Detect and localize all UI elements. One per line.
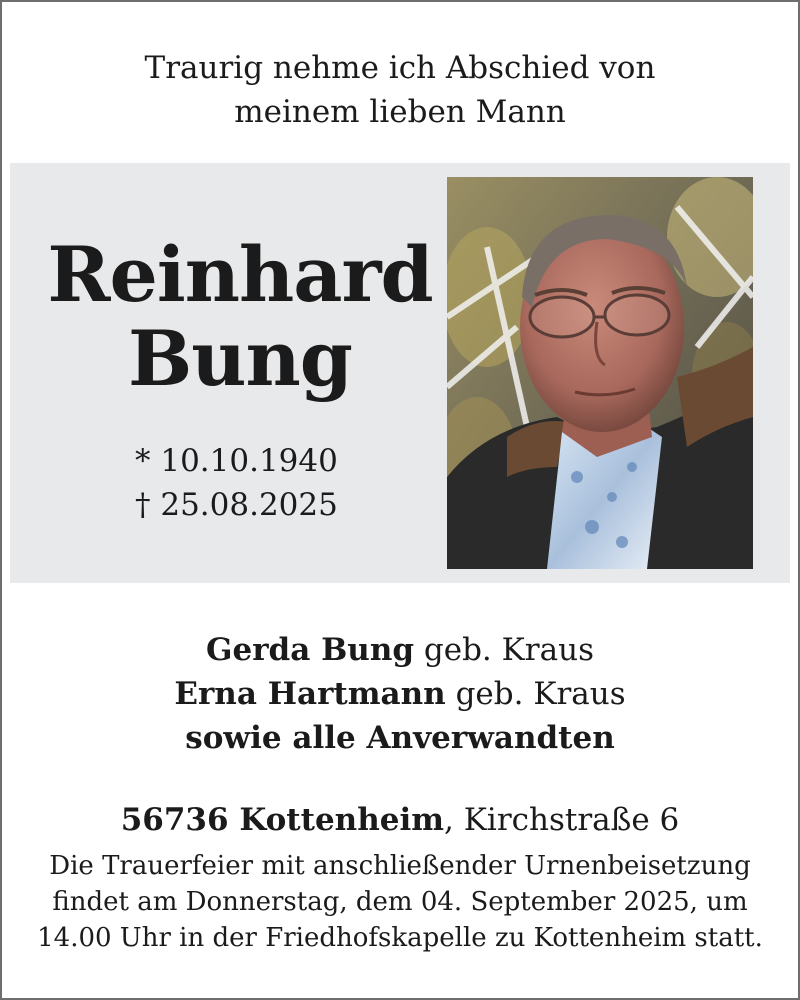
intro-line-1: Traurig nehme ich Abschied von <box>144 50 656 86</box>
life-dates <box>135 439 338 527</box>
deceased-name <box>10 230 470 403</box>
address <box>2 798 798 842</box>
notice-line-1: Die Trauerfeier mit anschließender Urnenbeisetzung <box>49 851 751 881</box>
last-name: Bung <box>128 314 352 403</box>
notice-line-3: 14.00 Uhr in der Friedhofskapelle zu Kottenheim statt. <box>37 923 763 953</box>
signer-suffix: geb. Kraus <box>445 676 626 712</box>
signer-name: Gerda Bung <box>206 632 415 668</box>
signers-list <box>2 628 798 760</box>
signer-suffix: geb. Kraus <box>414 632 594 668</box>
portrait-photo <box>447 177 753 569</box>
birth-date: * 10.10.1940 <box>135 443 338 479</box>
first-name: Reinhard <box>47 230 433 319</box>
address-city: 56736 Kottenheim <box>120 802 445 838</box>
address-street: , Kirchstraße 6 <box>444 802 680 838</box>
intro-line-2: meinem lieben Mann <box>234 94 566 130</box>
death-date: † 25.08.2025 <box>135 487 338 523</box>
signer-name: sowie alle Anverwandten <box>185 720 615 756</box>
signer-line <box>2 672 798 716</box>
signer-line <box>2 628 798 672</box>
name-photo-band <box>10 163 790 583</box>
intro-text <box>2 46 798 134</box>
ceremony-notice <box>2 848 798 956</box>
signer-line <box>2 716 798 760</box>
notice-line-2: findet am Donnerstag, dem 04. September 2025, um <box>52 887 748 917</box>
signer-name: Erna Hartmann <box>174 676 446 712</box>
